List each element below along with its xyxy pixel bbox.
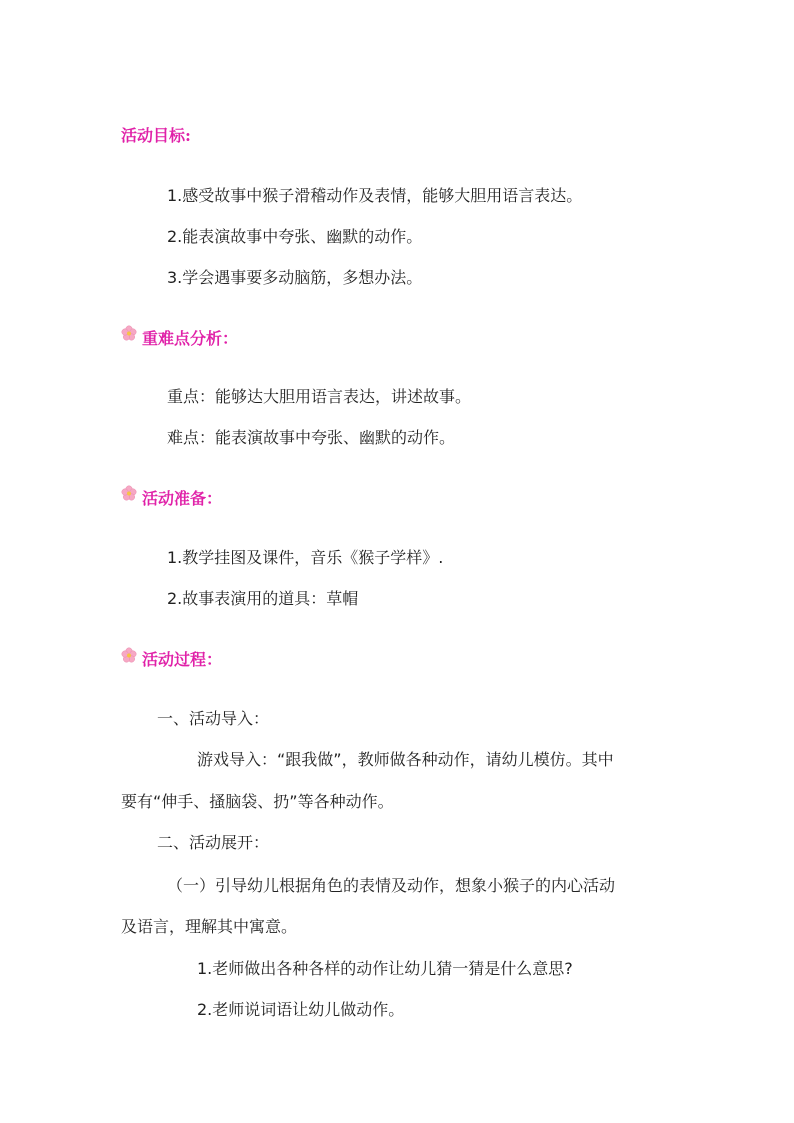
goal-item-1: 1.感受故事中猴子滑稽动作及表情，能够大胆用语言表达。 — [167, 186, 583, 205]
flower-icon — [121, 647, 137, 663]
process-line-game-intro-cont: 要有“伸手、搔脑袋、扔”等各种动作。 — [121, 792, 394, 811]
process-line-item-2: 2.老师说词语让幼儿做动作。 — [197, 1000, 405, 1019]
preparation-item-2: 2.故事表演用的道具：草帽 — [167, 589, 359, 608]
process-line-expand-heading: 二、活动展开： — [157, 833, 270, 852]
analysis-heading: 重难点分析： — [142, 329, 239, 348]
process-heading: 活动过程： — [142, 650, 223, 669]
analysis-key-point: 重点：能够达大胆用语言表达，讲述故事。 — [167, 387, 472, 406]
process-line-step-one: （一）引导幼儿根据角色的表情及动作，想象小猴子的内心活动 — [167, 876, 616, 895]
goal-item-3: 3.学会遇事要多动脑筋，多想办法。 — [167, 268, 423, 287]
flower-icon — [121, 325, 137, 341]
goal-item-2: 2.能表演故事中夸张、幽默的动作。 — [167, 227, 423, 246]
process-line-game-intro: 游戏导入：“跟我做”，教师做各种动作，请幼儿模仿。其中 — [197, 750, 614, 769]
preparation-heading: 活动准备： — [142, 489, 223, 508]
process-line-item-1: 1.老师做出各种各样的动作让幼儿猜一猜是什么意思? — [197, 959, 573, 978]
analysis-difficult-point: 难点：能表演故事中夸张、幽默的动作。 — [167, 428, 456, 447]
goals-heading: 活动目标: — [121, 126, 191, 145]
flower-icon — [121, 485, 137, 501]
process-line-step-one-cont: 及语言，理解其中寓意。 — [121, 917, 298, 936]
process-line-intro-heading: 一、活动导入： — [157, 709, 270, 728]
preparation-item-1: 1.教学挂图及课件，音乐《猴子学样》. — [167, 548, 444, 567]
